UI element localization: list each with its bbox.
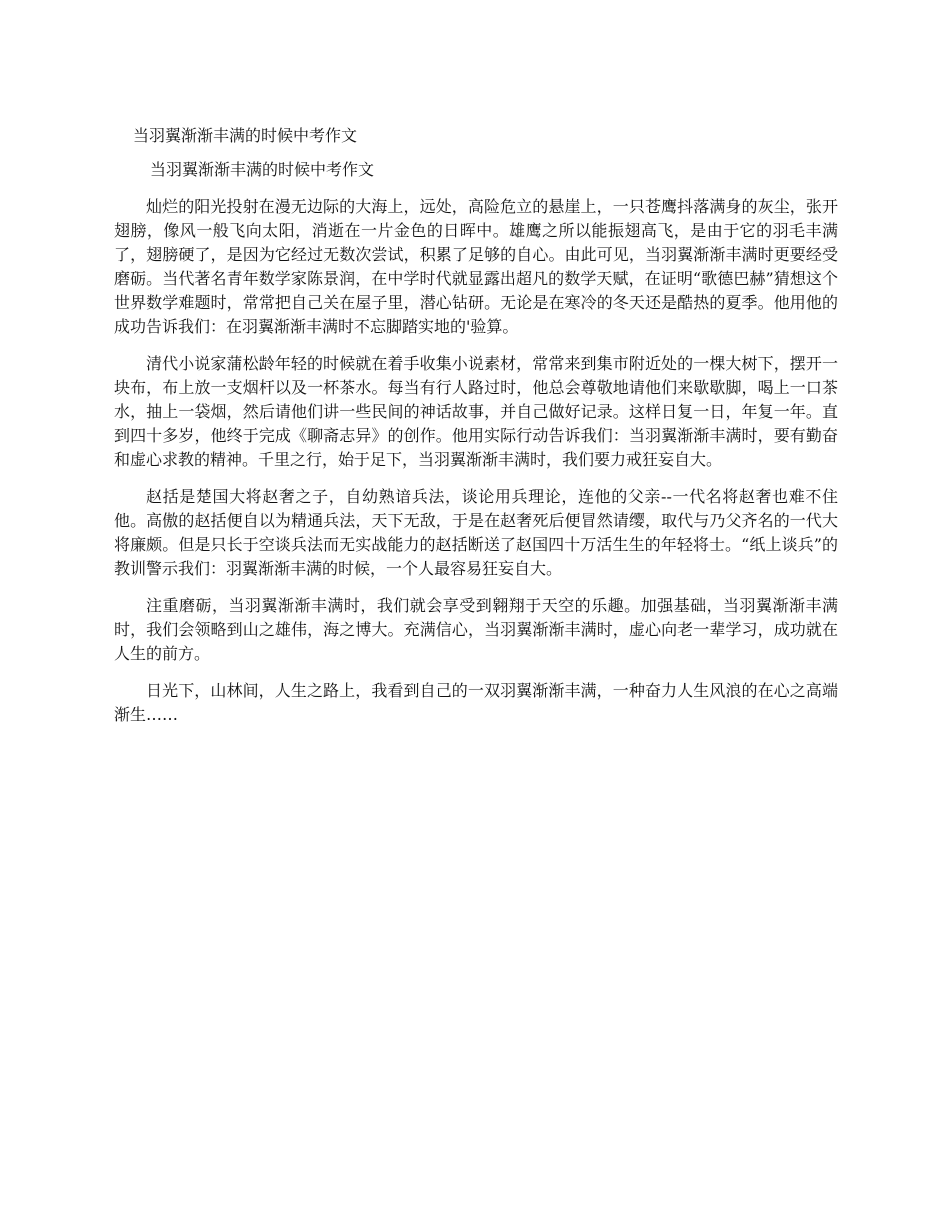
paragraph-3: 赵括是楚国大将赵奢之子，自幼熟谙兵法，谈论用兵理论，连他的父亲--一代名将赵奢也难不住他。高傲的赵括便自以为精通兵法，天下无敌，于是在赵奢死后便冒然请缨，取代与乃父齐名的一代大将廉颇。但是只长于空谈兵法而无实战能力的赵括断送了赵国四十万活生生的年轻将士。“纸上谈兵”的教训警示我们：羽翼渐渐丰满的时候，一个人最容易狂妄自大。 (114, 487, 838, 578)
paragraph-4: 注重磨砺，当羽翼渐渐丰满时，我们就会享受到翱翔于天空的乐趣。加强基础，当羽翼渐渐丰满时，我们会领略到山之雄伟，海之博大。充满信心，当羽翼渐渐丰满时，虚心向老一辈学习，成功就在人生的前方。 (114, 596, 838, 663)
paragraph-5: 日光下，山林间，人生之路上，我看到自己的一双羽翼渐渐丰满，一种奋力人生风浪的在心之高端渐生…… (114, 681, 838, 724)
document-body (114, 158, 838, 740)
article-subtitle: 当羽翼渐渐丰满的时候中考作文 (150, 160, 375, 179)
paragraph-2: 清代小说家蒲松龄年轻的时候就在着手收集小说素材，常常来到集市附近处的一棵大树下，摆开一块布，布上放一支烟杆以及一杯茶水。每当有行人路过时，他总会尊敬地请他们来歇歇脚，喝上一口茶水，抽上一袋烟，然后请他们讲一些民间的神话故事，并自己做好记录。这样日复一日，年复一年。直到四十多岁，他终于完成《聊斋志异》的创作。他用实际行动告诉我们：当羽翼渐渐丰满时，要有勤奋和虚心求教的精神。千里之行，始于足下，当羽翼渐渐丰满时，我们要力戒狂妄自大。 (114, 354, 838, 469)
paragraph-1: 灿烂的阳光投射在漫无边际的大海上，远处，高险危立的悬崖上，一只苍鹰抖落满身的灰尘，张开翅膀，像风一般飞向太阳，消逝在一片金色的日晖中。雄鹰之所以能振翅高飞，是由于它的羽毛丰满了，翅膀硬了，是因为它经过无数次尝试，积累了足够的自心。由此可见，当羽翼渐渐丰满时更要经受磨砺。当代著名青年数学家陈景润，在中学时代就显露出超凡的数学天赋，在证明“歌德巴赫”猜想这个世界数学难题时，常常把自己关在屋子里，潜心钻研。无论是在寒冷的冬天还是酷热的夏季。他用他的成功告诉我们：在羽翼渐渐丰满时不忘脚踏实地的'验算。 (114, 197, 838, 336)
document-title: 当羽翼渐渐丰满的时候中考作文 (133, 126, 358, 145)
